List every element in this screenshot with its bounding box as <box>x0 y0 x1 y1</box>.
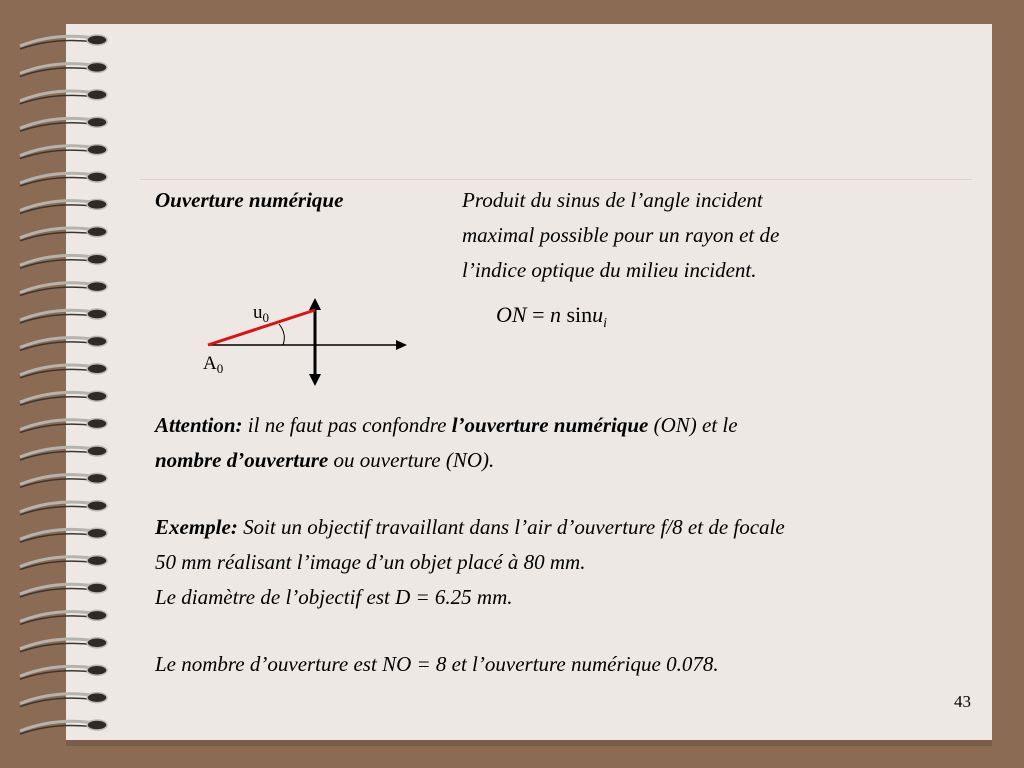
formula-sin: sin <box>560 302 593 327</box>
page-number: 43 <box>954 692 971 711</box>
binder-hole <box>87 254 107 264</box>
page-shadow <box>66 740 992 746</box>
conclusion-line: Le nombre d’ouverture est NO = 8 et l’ouverture numérique 0.078. <box>155 652 719 676</box>
attention-line-1 <box>155 413 738 438</box>
binder-hole <box>87 172 107 182</box>
attention-text-3: ou ouverture (NO). <box>328 448 495 472</box>
binder-hole <box>87 336 107 346</box>
definition-line-2: maximal possible pour un rayon et de <box>462 223 780 247</box>
example-line-3: Le diamètre de l’objectif est D = 6.25 mm. <box>155 585 513 609</box>
angle-label-sub: 0 <box>262 310 269 325</box>
example-line-2: 50 mm réalisant l’image d’un objet placé à 80 mm. <box>155 550 586 574</box>
attention-term-2: nombre d’ouverture <box>155 448 329 472</box>
binder-hole <box>87 610 107 620</box>
formula-n: n <box>549 302 561 327</box>
binder-hole <box>87 35 107 45</box>
binder-hole <box>87 638 107 648</box>
svg-text:A0 <box>203 353 223 376</box>
lens-bottom-arrowhead <box>309 374 321 386</box>
binder-hole <box>87 556 107 566</box>
binder-hole <box>87 583 107 593</box>
example-label: Exemple: <box>155 515 238 539</box>
attention-text-1: il ne faut pas confondre <box>242 413 452 437</box>
formula <box>496 302 607 332</box>
binder-hole <box>87 62 107 72</box>
binder-hole <box>87 473 107 483</box>
attention-text-2: (ON) et le <box>648 413 738 437</box>
formula-sub: i <box>603 316 608 331</box>
binder-hole <box>87 419 107 429</box>
binder-hole <box>87 391 107 401</box>
lens-top-arrowhead <box>309 298 321 310</box>
attention-line-2 <box>155 448 494 473</box>
binder-hole <box>87 665 107 675</box>
binder-hole <box>87 693 107 703</box>
formula-eq: = <box>526 302 550 327</box>
binder-hole <box>87 528 107 538</box>
definition-line-1: Produit du sinus de l’angle incident <box>462 188 763 212</box>
binder-hole <box>87 446 107 456</box>
attention-term-1: l’ouverture numérique <box>451 413 649 437</box>
binder-hole <box>87 720 107 730</box>
binder-hole <box>87 199 107 209</box>
divider <box>140 179 972 180</box>
point-label-sub: 0 <box>216 361 224 376</box>
axis-arrowhead <box>396 340 407 350</box>
binder-hole <box>87 501 107 511</box>
angle-arc <box>279 324 284 345</box>
example-line-1 <box>155 515 785 540</box>
binder-hole <box>87 309 107 319</box>
binder-hole <box>87 90 107 100</box>
binder-hole <box>87 145 107 155</box>
binder-hole <box>87 282 107 292</box>
spiral-binding-icon <box>0 0 120 768</box>
angle-label: u <box>253 302 263 323</box>
lens-diagram <box>195 290 425 390</box>
svg-text:u0 <box>253 302 269 325</box>
example-text-1: Soit un objectif travaillant dans l’air d’ouverture f/8 et de focale <box>237 515 785 539</box>
point-label: A <box>203 353 217 374</box>
definition-line-3: l’indice optique du milieu incident. <box>462 258 757 282</box>
formula-on: ON <box>496 302 527 327</box>
binder-hole <box>87 227 107 237</box>
attention-label: Attention: <box>155 413 243 437</box>
binder-hole <box>87 364 107 374</box>
binder-hole <box>87 117 107 127</box>
section-heading: Ouverture numérique <box>155 188 344 212</box>
formula-u: u <box>592 302 604 327</box>
